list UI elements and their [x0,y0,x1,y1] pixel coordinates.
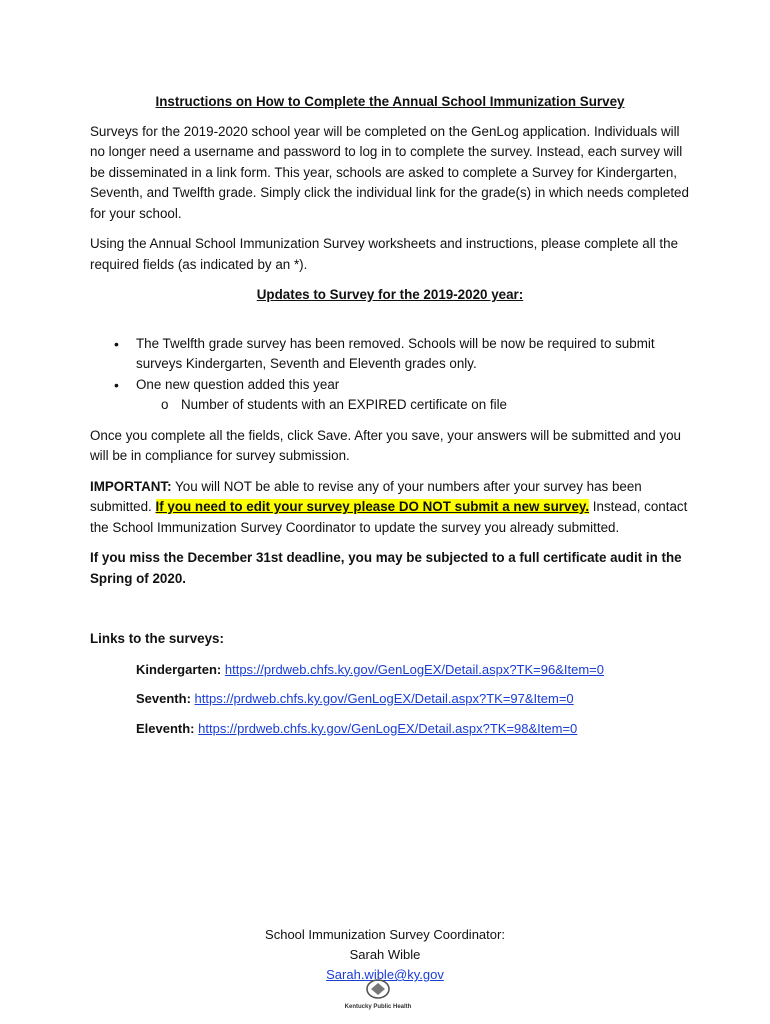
worksheet-paragraph: Using the Annual School Immunization Survey worksheets and instructions, please complete all the required fields (as indicated by an *). [90,236,679,272]
bullet-text: The Twelfth grade survey has been removed. Schools will be now be required to submit surveys Kindergarten, Seventh and Eleventh grades only. [136,335,655,371]
updates-heading: Updates to Survey for the 2019-2020 year: [256,287,524,302]
seventh-survey-link[interactable]: https://prdweb.chfs.ky.gov/GenLogEX/Detail.aspx?TK=97&Item=0 [194,691,574,706]
intro-paragraph: Surveys for the 2019-2020 school year will be completed on the GenLog application. Individuals will no longer need a username and password to log in to complete the survey. Instead, each survey will be disseminated in a link form. This year, schools are asked to complete a Survey for Kindergarten, Seventh, and Twelfth grade. Simply click the individual link for the grade(s) in which needs completed for your school. [90,123,689,221]
coordinator-role: School Immunization Survey Coordinator: [265,927,505,942]
state-seal-icon [365,979,391,999]
logo-text: Kentucky Public Health [344,1004,412,1010]
document-body [90,92,690,748]
important-text: You will NOT be able to revise any of your numbers after your survey has been submitted. [90,478,642,514]
sub-list-item: o Number of students with an EXPIRED certificate on file [181,395,690,416]
link-row-kindergarten [90,660,690,681]
coordinator-name: Sarah Wible [349,947,421,962]
link-row-seventh [90,689,690,710]
eleventh-survey-link[interactable]: https://prdweb.chfs.ky.gov/GenLogEX/Detail.aspx?TK=98&Item=0 [198,720,578,736]
important-paragraph [90,477,690,539]
important-highlight: If you need to edit your survey please DO NOT submit a new survey. [155,499,590,514]
list-item [136,334,690,375]
link-label: Eleventh: [136,720,195,736]
link-row-eleventh [90,719,690,740]
coordinator-email-link[interactable]: Sarah.wible@ky.gov [326,967,444,982]
bullet-text: One new question added this year [136,376,340,392]
save-paragraph: Once you complete all the fields, click Save. After you save, your answers will be submitted and you will be in compliance for survey submission. [90,427,681,463]
sub-list [136,395,690,416]
link-label: Seventh: [136,691,191,706]
link-label: Kindergarten: [136,661,222,677]
important-label: IMPORTANT: [90,478,172,494]
coordinator-footer [0,925,770,985]
links-heading: Links to the surveys: [90,631,224,646]
document-title: Instructions on How to Complete the Annual School Immunization Survey [155,94,625,109]
kentucky-public-health-logo [333,979,423,1013]
important-text-continued: Instead, contact the School Immunization Survey Coordinator to update the survey you already submitted. [90,499,688,535]
deadline-warning: If you miss the December 31st deadline, you may be subjected to a full certificate audit in the Spring of 2020. [90,550,682,586]
kindergarten-survey-link[interactable]: https://prdweb.chfs.ky.gov/GenLogEX/Detail.aspx?TK=96&Item=0 [224,661,604,677]
updates-list [90,334,690,416]
list-item [136,375,690,416]
